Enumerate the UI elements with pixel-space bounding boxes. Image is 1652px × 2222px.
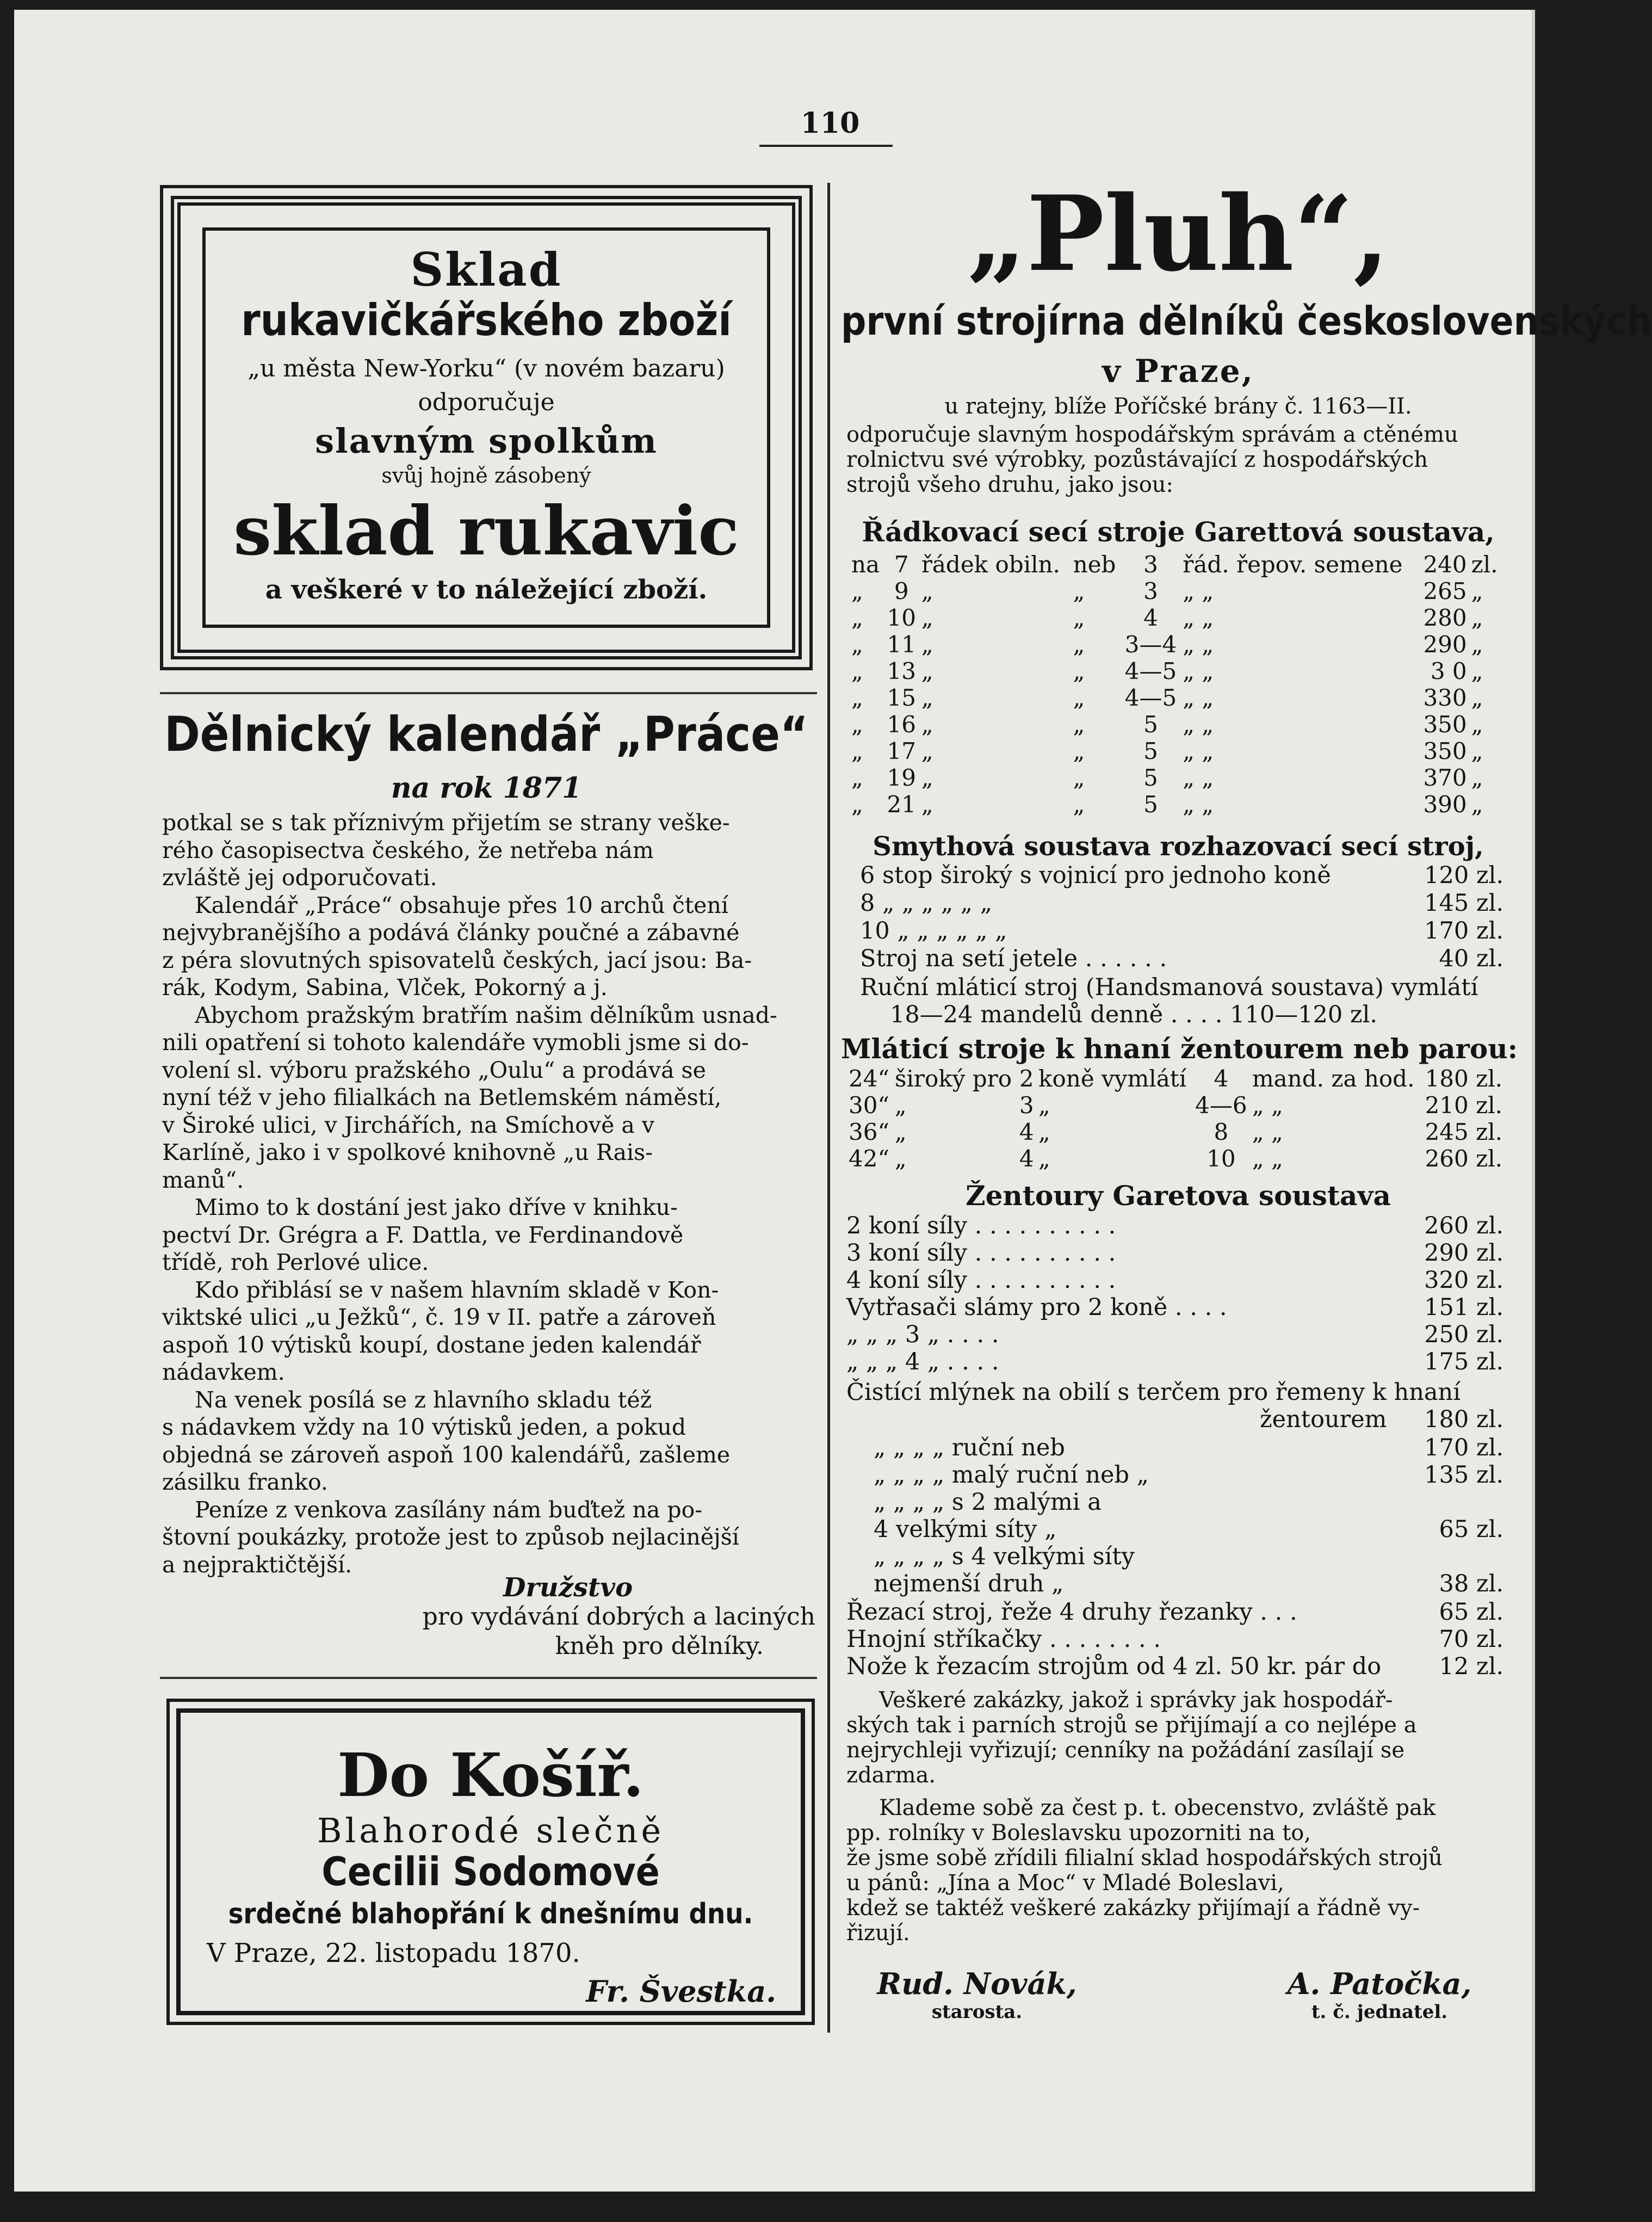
- price-value: 40 zl.: [1439, 945, 1503, 972]
- ad-recommends: odporučuje: [418, 388, 555, 416]
- table-cell: „: [851, 711, 863, 738]
- text-line: ských tak i parních strojů se přijímají a co nejlépe a: [846, 1713, 1417, 1738]
- ad-to-whom: slavným spolkům: [315, 421, 658, 461]
- table-cell: „: [1073, 711, 1085, 738]
- table-cell: „: [1073, 764, 1085, 791]
- table-row: [849, 578, 1502, 604]
- table-row: [849, 604, 1502, 631]
- table-cell: „: [1038, 1145, 1050, 1172]
- table-cell: „ „: [1183, 791, 1214, 818]
- calendar-sig-line1: pro vydávání dobrých a laciných: [422, 1603, 815, 1631]
- table-cell: 280: [1423, 604, 1467, 631]
- table-cell: „: [851, 658, 863, 684]
- greeting-name: Cecilii Sodomové: [321, 1849, 660, 1894]
- text-line: potkal se s tak příznivým přijetím se strany veške-: [162, 810, 730, 836]
- table-cell: 350: [1423, 711, 1467, 738]
- pluh-city: v Praze,: [1102, 353, 1254, 390]
- table-cell: 4—6: [1195, 1092, 1247, 1119]
- price-value: 65 zl.: [1439, 1516, 1503, 1543]
- table-cell: „: [851, 791, 863, 818]
- table-cell: mand. za hod.: [1252, 1065, 1415, 1092]
- price-label: 6 stop široký s vojnicí pro jednoho koně: [860, 862, 1331, 889]
- price-value: 175 zl.: [1424, 1348, 1503, 1375]
- text-line: štovní poukázky, protože jest to způsob nejlacinější: [162, 1524, 739, 1550]
- text-line: z péra slovutných spisovatelů českých, jací jsou: Ba-: [162, 947, 752, 973]
- table-cell: „ „: [1183, 764, 1214, 791]
- table-cell: 3—4: [1124, 631, 1177, 658]
- greeting-date: V Praze, 22. listopadu 1870.: [207, 1938, 580, 1968]
- sig-left-name: Rud. Novák,: [877, 1966, 1077, 2001]
- table-cell: 4: [1143, 604, 1158, 631]
- hand-thresher-line2: 18—24 mandelů denně . . . . 110—120 zl.: [890, 1001, 1378, 1028]
- table-cell: 210 zl.: [1425, 1092, 1502, 1119]
- table-row: [849, 711, 1502, 738]
- text-line: odporučuje slavným hospodářským správám a ctěnému: [846, 422, 1458, 447]
- table-cell: „: [921, 738, 933, 764]
- text-line: zdarma.: [846, 1763, 936, 1788]
- table-row: [846, 1065, 1505, 1092]
- table-cell: „: [1073, 658, 1085, 684]
- table-cell: 15: [887, 684, 916, 711]
- table-cell: 24“: [849, 1065, 889, 1092]
- table-cell: na: [851, 551, 880, 578]
- table-cell: řád. řepov. semene: [1183, 551, 1403, 578]
- glove-shop-ad: [160, 185, 813, 670]
- price-label: Hnojní stříkačky . . . . . . . .: [846, 1626, 1161, 1653]
- greeting-signature: Fr. Švestka.: [586, 1974, 776, 2009]
- mill-price: 180 zl.: [1424, 1406, 1503, 1433]
- price-value: 65 zl.: [1439, 1598, 1503, 1626]
- table-cell: 3: [1019, 1092, 1034, 1119]
- table-cell: „: [1471, 604, 1483, 631]
- table-cell: 290: [1423, 631, 1467, 658]
- table-cell: „: [1073, 791, 1085, 818]
- table-cell: 5: [1143, 711, 1158, 738]
- table-cell: „: [894, 1119, 907, 1145]
- table-cell: „: [851, 764, 863, 791]
- price-value: 38 zl.: [1439, 1570, 1503, 1597]
- table-cell: „: [921, 578, 933, 604]
- table-cell: 4—5: [1124, 658, 1177, 684]
- table-cell: „: [1038, 1092, 1050, 1119]
- table-cell: „: [894, 1145, 907, 1172]
- ad-footer: a veškeré v to náležející zboží.: [265, 575, 708, 605]
- table-cell: 245 zl.: [1425, 1119, 1502, 1145]
- table-cell: „: [1471, 791, 1483, 818]
- text-line: pectví Dr. Grégra a F. Dattla, ve Ferdinandově: [162, 1221, 684, 1248]
- text-line: rák, Kodym, Sabina, Vlček, Pokorný a j.: [162, 974, 608, 1001]
- table-cell: 4: [1019, 1145, 1034, 1172]
- pluh-title: „Pluh“,: [967, 173, 1390, 294]
- price-label: 4 velkými síty „: [874, 1516, 1057, 1543]
- greeting-title: Do Košíř.: [337, 1740, 644, 1810]
- table-cell: „: [921, 658, 933, 684]
- table-cell: 16: [887, 711, 916, 738]
- text-line: Kdo přiblásí se v našem hlavním skladě v Kon-: [195, 1276, 719, 1303]
- table-cell: „ „: [1183, 658, 1214, 684]
- table-row: [849, 791, 1502, 818]
- table-cell: řádek obiln.: [921, 551, 1060, 578]
- text-line: u pánů: „Jína a Moc“ v Mladé Boleslavi,: [846, 1871, 1284, 1896]
- section-rule-2: [160, 1677, 817, 1679]
- sec4-title: Žentoury Garetova soustava: [966, 1180, 1391, 1212]
- section-rule: [160, 692, 817, 694]
- table-cell: 3 0: [1430, 658, 1467, 684]
- table-row: [846, 1119, 1505, 1145]
- table-row: [846, 1145, 1505, 1172]
- table-cell: „: [1073, 604, 1085, 631]
- table-cell: 4: [1019, 1119, 1034, 1145]
- price-value: 151 zl.: [1424, 1294, 1503, 1321]
- table-cell: 3: [1143, 578, 1158, 604]
- text-line: v Široké ulici, v Jirchářích, na Smíchově a v: [162, 1112, 655, 1138]
- table-cell: „: [1471, 658, 1483, 684]
- thresher-price-table: [846, 1065, 1505, 1172]
- price-value: 250 zl.: [1424, 1321, 1503, 1348]
- price-label: „ „ „ „ s 4 velkými síty: [874, 1543, 1135, 1570]
- table-cell: 370: [1423, 764, 1467, 791]
- price-label: Řezací stroj, řeže 4 druhy řezanky . . .: [846, 1598, 1297, 1626]
- table-cell: „: [1073, 684, 1085, 711]
- text-line: nili opatření si tohoto kalendáře vymobli jsme si do-: [162, 1029, 749, 1056]
- table-cell: 4: [1214, 1065, 1229, 1092]
- table-cell: 180 zl.: [1425, 1065, 1502, 1092]
- price-label: Nože k řezacím strojům od 4 zl. 50 kr. pár do: [846, 1653, 1382, 1680]
- price-label: nejmenší druh „: [874, 1570, 1064, 1597]
- text-line: Veškeré zakázky, jakož i správky jak hospodář-: [879, 1688, 1393, 1713]
- table-row: [849, 738, 1502, 764]
- text-line: volení sl. výboru pražského „Oulu“ a prodává se: [162, 1057, 706, 1083]
- price-value: 260 zl.: [1424, 1212, 1503, 1239]
- sig-right-role: t. č. jednatel.: [1311, 2001, 1448, 2023]
- text-line: kdež se taktéž veškeré zakázky přijímají a řádně vy-: [846, 1896, 1420, 1921]
- sig-right-name: A. Patočka,: [1287, 1966, 1472, 2001]
- table-cell: „: [921, 711, 933, 738]
- table-cell: 5: [1143, 738, 1158, 764]
- table-cell: 260 zl.: [1425, 1145, 1502, 1172]
- table-cell: „: [851, 738, 863, 764]
- seed-drill-price-table: [849, 551, 1502, 818]
- price-label: „ „ „ „ s 2 malými a: [874, 1489, 1102, 1516]
- table-cell: 10: [1206, 1145, 1236, 1172]
- sec2-title: Smythová soustava rozhazovací secí stroj,: [873, 831, 1484, 862]
- table-cell: „ „: [1183, 578, 1214, 604]
- text-line: Abychom pražským bratřím našim dělníkům usnad-: [195, 1002, 777, 1028]
- price-label: „ „ „ 4 „ . . . .: [846, 1348, 999, 1375]
- price-value: 12 zl.: [1439, 1653, 1503, 1680]
- text-line: pp. rolníky v Boleslavsku upozorniti na to,: [846, 1820, 1311, 1846]
- table-cell: „: [1471, 684, 1483, 711]
- text-line: s nádavkem vždy na 10 výtisků jeden, a pokud: [162, 1414, 686, 1440]
- ad-title: Sklad: [410, 243, 562, 297]
- text-line: aspoň 10 výtisků koupí, dostane jeden kalendář: [162, 1331, 701, 1358]
- table-cell: „: [921, 791, 933, 818]
- price-label: 3 koní síly . . . . . . . . . .: [846, 1239, 1116, 1267]
- table-cell: „: [921, 684, 933, 711]
- price-value: 120 zl.: [1424, 862, 1503, 889]
- table-cell: „: [1073, 631, 1085, 658]
- price-label: 2 koní síly . . . . . . . . . .: [846, 1212, 1116, 1239]
- table-cell: „: [1471, 631, 1483, 658]
- text-line: a nejpraktičtější.: [162, 1551, 352, 1578]
- table-cell: „: [1073, 738, 1085, 764]
- text-line: nádavkem.: [162, 1359, 285, 1385]
- text-line: Peníze z venkova zasílány nám buďtež na po-: [195, 1496, 703, 1523]
- text-line: nejrychleji vyřizují; cenníky na požádání zasílají se: [846, 1738, 1405, 1763]
- newspaper-page: [14, 10, 1652, 2192]
- table-cell: zl.: [1471, 551, 1498, 578]
- column-divider: [827, 183, 830, 2033]
- greeting-line1: Blahorodé slečně: [317, 1811, 665, 1850]
- text-line: zvláště jej odporučovati.: [162, 865, 437, 891]
- table-cell: „: [1471, 578, 1483, 604]
- pluh-subtitle: první strojírna dělníků československých: [841, 298, 1652, 344]
- table-cell: 265: [1423, 578, 1467, 604]
- price-label: 8 „ „ „ „ „ „: [860, 890, 993, 917]
- calendar-sig-line2: kněh pro dělníky.: [555, 1632, 764, 1660]
- table-cell: 21: [887, 791, 916, 818]
- text-line: rolnictvu své výrobky, pozůstávající z hospodářských: [846, 447, 1428, 472]
- table-cell: 240: [1423, 551, 1467, 578]
- text-line: nyní též v jeho filialkách na Betlemském náměstí,: [162, 1084, 722, 1110]
- table-cell: „: [851, 578, 863, 604]
- price-label: 10 „ „ „ „ „ „: [860, 917, 1007, 945]
- table-cell: „: [1471, 711, 1483, 738]
- sig-left-role: starosta.: [931, 2001, 1023, 2023]
- mill-line2: žentourem: [1260, 1406, 1387, 1433]
- text-line: Mimo to k dostání jest jako dříve v knihku-: [195, 1194, 678, 1220]
- sec1-title: Řádkovací secí stroje Garettová soustava,: [862, 516, 1495, 548]
- table-cell: „: [851, 684, 863, 711]
- table-cell: neb: [1073, 551, 1116, 578]
- sec3-title: Mláticí stroje k hnaní žentourem neb parou:: [841, 1033, 1518, 1065]
- price-value: 170 zl.: [1424, 1434, 1503, 1461]
- table-row: [849, 631, 1502, 658]
- text-line: strojů všeho druhu, jako jsou:: [846, 472, 1174, 497]
- text-line: zásilku franko.: [162, 1469, 329, 1495]
- table-row: [849, 658, 1502, 684]
- table-cell: 19: [887, 764, 916, 791]
- table-cell: 330: [1423, 684, 1467, 711]
- price-value: 320 zl.: [1424, 1267, 1503, 1294]
- table-cell: „: [921, 604, 933, 631]
- table-cell: 11: [887, 631, 916, 658]
- table-cell: 9: [894, 578, 909, 604]
- table-cell: 390: [1423, 791, 1467, 818]
- text-line: rého časopisectva českého, že netřeba nám: [162, 837, 654, 863]
- text-line: Klademe sobě za čest p. t. obecenstvo, zvláště pak: [879, 1795, 1436, 1820]
- text-line: Karlíně, jako i v spolkové knihovně „u Rais-: [162, 1139, 653, 1165]
- page-number: 110: [800, 107, 860, 140]
- ad-own-stock: svůj hojně zásobený: [381, 464, 591, 487]
- table-cell: 2: [1019, 1065, 1034, 1092]
- table-cell: „: [1073, 578, 1085, 604]
- table-cell: 5: [1143, 791, 1158, 818]
- price-value: 135 zl.: [1424, 1461, 1503, 1489]
- table-cell: „ „: [1252, 1145, 1283, 1172]
- table-cell: 3: [1143, 551, 1158, 578]
- text-line: nejvybranějšího a podává články poučné a zábavné: [162, 919, 740, 946]
- text-line: Na venek posílá se z hlavního skladu též: [195, 1386, 652, 1413]
- calendar-title: Dělnický kalendář „Práce“: [164, 706, 808, 762]
- price-label: „ „ „ 3 „ . . . .: [846, 1321, 999, 1348]
- table-cell: „: [921, 764, 933, 791]
- ad-subtitle: rukavičkářského zboží: [241, 295, 732, 345]
- greeting-wish: srdečné blahopřání k dnešnímu dnu.: [228, 1898, 753, 1930]
- text-line: manů“.: [162, 1166, 244, 1193]
- table-cell: 4—5: [1124, 684, 1177, 711]
- ad-location: „u města New-Yorku“ (v novém bazaru): [248, 355, 725, 382]
- table-cell: „ „: [1183, 604, 1214, 631]
- table-cell: „: [894, 1092, 907, 1119]
- calendar-subtitle: na rok 1871: [391, 771, 582, 805]
- table-cell: 17: [887, 738, 916, 764]
- text-line: viktské ulici „u Ježků“, č. 19 v II. patře a zároveň: [162, 1304, 716, 1330]
- text-line: třídě, roh Perlové ulice.: [162, 1249, 429, 1275]
- table-cell: „: [1471, 738, 1483, 764]
- pluh-address: u ratejny, blíže Poříčské brány č. 1163—II.: [944, 394, 1412, 419]
- table-row: [846, 1092, 1505, 1119]
- table-cell: 10: [887, 604, 916, 631]
- price-value: 290 zl.: [1424, 1239, 1503, 1267]
- table-row: [849, 684, 1502, 711]
- table-cell: „: [1471, 764, 1483, 791]
- price-value: 70 zl.: [1439, 1626, 1503, 1653]
- table-row: [849, 551, 1502, 578]
- hand-thresher-line1: Ruční mláticí stroj (Handsmanová soustava) vymlátí: [860, 974, 1478, 1001]
- table-cell: „: [921, 631, 933, 658]
- table-cell: 30“: [849, 1092, 889, 1119]
- page-number-rule: [759, 145, 893, 147]
- table-cell: „: [851, 631, 863, 658]
- table-cell: 36“: [849, 1119, 889, 1145]
- price-value: 145 zl.: [1424, 890, 1503, 917]
- text-line: řizují.: [846, 1921, 910, 1946]
- price-label: Stroj na setí jetele . . . . . .: [860, 945, 1167, 972]
- calendar-signature: Družstvo: [503, 1572, 633, 1603]
- table-cell: „ „: [1183, 631, 1214, 658]
- table-cell: „ „: [1183, 684, 1214, 711]
- text-line: objedná se zároveň aspoň 100 kalendářů, zašleme: [162, 1441, 731, 1468]
- table-cell: 5: [1143, 764, 1158, 791]
- table-cell: široký pro: [894, 1065, 1012, 1092]
- table-cell: „: [1038, 1119, 1050, 1145]
- table-cell: 350: [1423, 738, 1467, 764]
- price-label: „ „ „ „ malý ruční neb „: [874, 1461, 1149, 1489]
- table-cell: 8: [1214, 1119, 1229, 1145]
- table-cell: koně vymlátí: [1038, 1065, 1187, 1092]
- table-cell: 13: [887, 658, 916, 684]
- table-cell: „: [851, 604, 863, 631]
- table-cell: „ „: [1183, 711, 1214, 738]
- table-cell: „ „: [1252, 1092, 1283, 1119]
- table-cell: „ „: [1252, 1119, 1283, 1145]
- table-row: [849, 764, 1502, 791]
- price-label: 4 koní síly . . . . . . . . . .: [846, 1267, 1116, 1294]
- price-value: 170 zl.: [1424, 917, 1503, 945]
- price-label: „ „ „ „ ruční neb: [874, 1434, 1065, 1461]
- greeting-ad: [166, 1699, 815, 2025]
- table-cell: „ „: [1183, 738, 1214, 764]
- text-line: že jsme sobě zřídili filialní sklad hospodářských strojů: [846, 1846, 1443, 1871]
- ad-main-text: sklad rukavic: [233, 492, 739, 571]
- price-label: Vytřasači slámy pro 2 koně . . . .: [846, 1294, 1227, 1321]
- text-line: Kalendář „Práce“ obsahuje přes 10 archů čtení: [195, 892, 728, 918]
- mill-line1: Čistící mlýnek na obilí s terčem pro řemeny k hnaní: [846, 1379, 1461, 1406]
- table-cell: 42“: [849, 1145, 889, 1172]
- table-cell: 7: [894, 551, 909, 578]
